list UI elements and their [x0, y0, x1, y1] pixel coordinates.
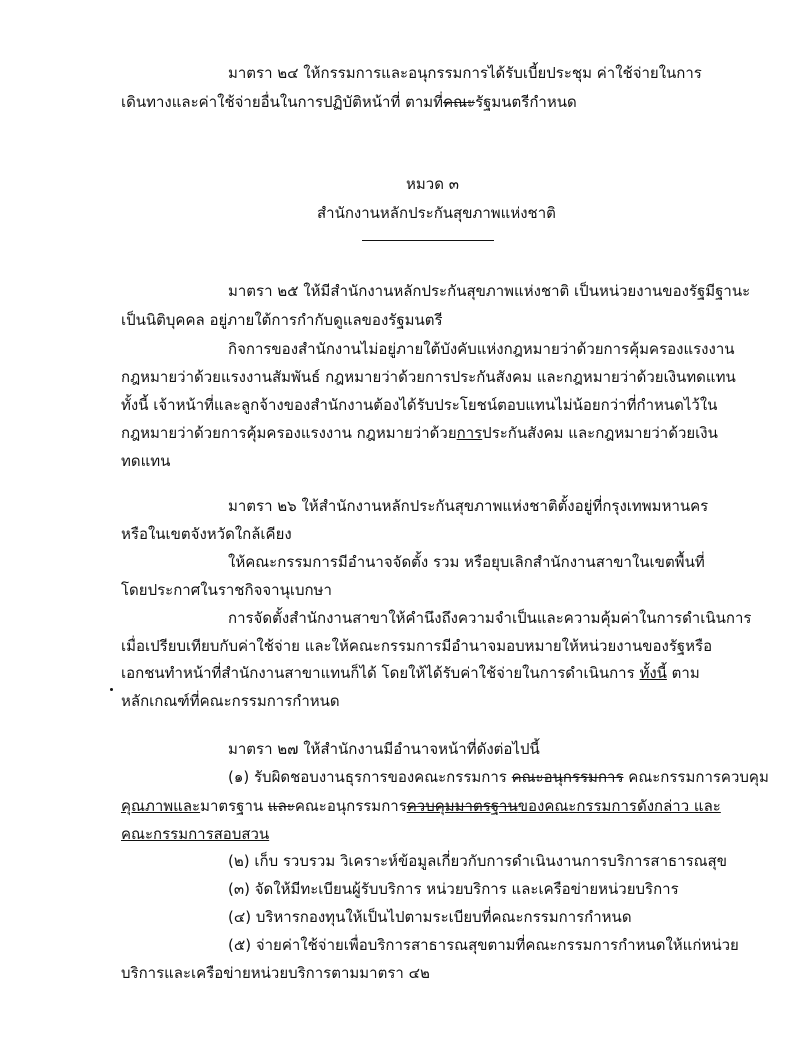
sec25-line3: กิจการของสำนักงานไม่อยู่ภายใต้บังคับแห่งกฎหมายว่าด้วยการคุ้มครองแรงงาน	[228, 340, 735, 358]
struck-text: ควบคุมมาตรฐาน	[406, 797, 518, 815]
sec26-line3: ให้คณะกรรมการมีอำนาจจัดตั้ง รวม หรือยุบเลิกสำนักงานสาขาในเขตพื้นที่	[228, 553, 705, 571]
chapter-divider	[362, 240, 494, 241]
sec25-line4: กฎหมายว่าด้วยแรงงานสัมพันธ์ กฎหมายว่าด้วยการประกันสังคม และกฎหมายว่าด้วยเงินทดแทน	[121, 368, 736, 386]
sec27-item5: (๕) จ่ายค่าใช้จ่ายเพื่อบริการสาธารณสุขตามที่คณะกรรมการกำหนดให้แก่หน่วย	[228, 936, 739, 954]
sec25-line2: เป็นนิติบุคคล อยู่ภายใต้การกำกับดูแลของรัฐมนตรี	[121, 311, 443, 329]
sec25-line6-text: กฎหมายว่าด้วยการคุ้มครองแรงงาน กฎหมายว่าด้วย	[121, 424, 457, 442]
item1-text-3: มาตรฐาน	[200, 797, 268, 815]
sec26-line5: การจัดตั้งสำนักงานสาขาให้คำนึงถึงความจำเป็นและความคุ้มค่าในการดำเนินการ	[228, 609, 752, 627]
sec25-line7: ทดแทน	[121, 452, 171, 470]
sec26-line7-end: ตาม	[666, 664, 700, 682]
underlined-text: ของคณะกรรมการดังกล่าว และ	[517, 797, 721, 815]
sec26-line8: หลักเกณฑ์ที่คณะกรรมการกำหนด	[121, 692, 340, 710]
item1-text-2: คณะกรรมการควบคุม	[623, 768, 769, 786]
sec27-item5-cont: บริการและเครือข่ายหน่วยบริการตามมาตรา ๔๒	[121, 964, 430, 982]
struck-text: คณะ	[443, 93, 476, 111]
stray-mark	[110, 688, 113, 691]
underlined-text: คณะกรรมการสอบสวน	[121, 825, 270, 843]
chapter-heading: หมวด ๓	[406, 175, 459, 193]
underlined-text: การ	[456, 424, 483, 442]
sec26-line1: มาตรา ๒๖ ให้สำนักงานหลักประกันสุขภาพแห่งชาติตั้งอยู่ที่กรุงเทพมหานคร	[228, 497, 709, 515]
sec26-line4: โดยประกาศในราชกิจจานุเบกษา	[121, 581, 332, 599]
struck-text: คณะอนุกรรมการ	[511, 768, 624, 786]
sec27-item1	[228, 767, 769, 787]
sec27-item1-line2	[121, 796, 721, 816]
struck-text: และ	[267, 797, 295, 815]
sec26-line6: เมื่อเปรียบเทียบกับค่าใช้จ่าย และให้คณะกรรมการมีอำนาจมอบหมายให้หน่วยงานของรัฐหรือ	[121, 637, 713, 655]
underlined-text: ทั้งนี้	[639, 664, 667, 682]
sec25-line6-end: ประกันสังคม และกฎหมายว่าด้วยเงิน	[482, 424, 718, 442]
sec24-line2-text: เดินทางและค่าใช้จ่ายอื่นในการปฏิบัติหน้าที่ ตามที่	[121, 93, 444, 111]
sec26-line7	[121, 663, 700, 683]
item1-text-4: คณะอนุกรรมการ	[294, 797, 407, 815]
sec27-intro: มาตรา ๒๗ ให้สำนักงานมีอำนาจหน้าที่ดังต่อไปนี้	[228, 740, 540, 758]
item1-text: (๑) รับผิดชอบงานธุรการของคณะกรรมการ	[228, 768, 512, 786]
sec26-line7-text: เอกชนทำหน้าที่สำนักงานสาขาแทนก็ได้ โดยให้ได้รับค่าใช้จ่ายในการดำเนินการ	[121, 664, 640, 682]
sec25-line1: มาตรา ๒๕ ให้มีสำนักงานหลักประกันสุขภาพแห่งชาติ เป็นหน่วยงานของรัฐมีฐานะ	[228, 282, 751, 300]
underlined-text: คุณภาพและ	[121, 797, 201, 815]
sec27-item1-line3	[121, 824, 269, 844]
sec24-line1: มาตรา ๒๔ ให้กรรมการและอนุกรรมการได้รับเบี้ยประชุม ค่าใช้จ่ายในการ	[228, 64, 702, 82]
sec27-item4: (๔) บริหารกองทุนให้เป็นไปตามระเบียบที่คณะกรรมการกำหนด	[228, 908, 632, 926]
sec24-line2	[121, 92, 577, 112]
sec25-line5: ทั้งนี้ เจ้าหน้าที่และลูกจ้างของสำนักงานต้องได้รับประโยชน์ตอบแทนไม่น้อยกว่าที่กำหนดไว้ใน	[121, 396, 718, 414]
sec27-item3: (๓) จัดให้มีทะเบียนผู้รับบริการ หน่วยบริการ และเครือข่ายหน่วยบริการ	[228, 880, 679, 898]
sec24-line2-end: รัฐมนตรีกำหนด	[475, 93, 577, 111]
sec25-line6	[121, 423, 718, 443]
chapter-title: สำนักงานหลักประกันสุขภาพแห่งชาติ	[317, 204, 556, 222]
sec26-line2: หรือในเขตจังหวัดใกล้เคียง	[121, 525, 292, 543]
sec27-item2: (๒) เก็บ รวบรวม วิเคราะห์ข้อมูลเกี่ยวกับการดำเนินงานการบริการสาธารณสุข	[228, 852, 727, 870]
